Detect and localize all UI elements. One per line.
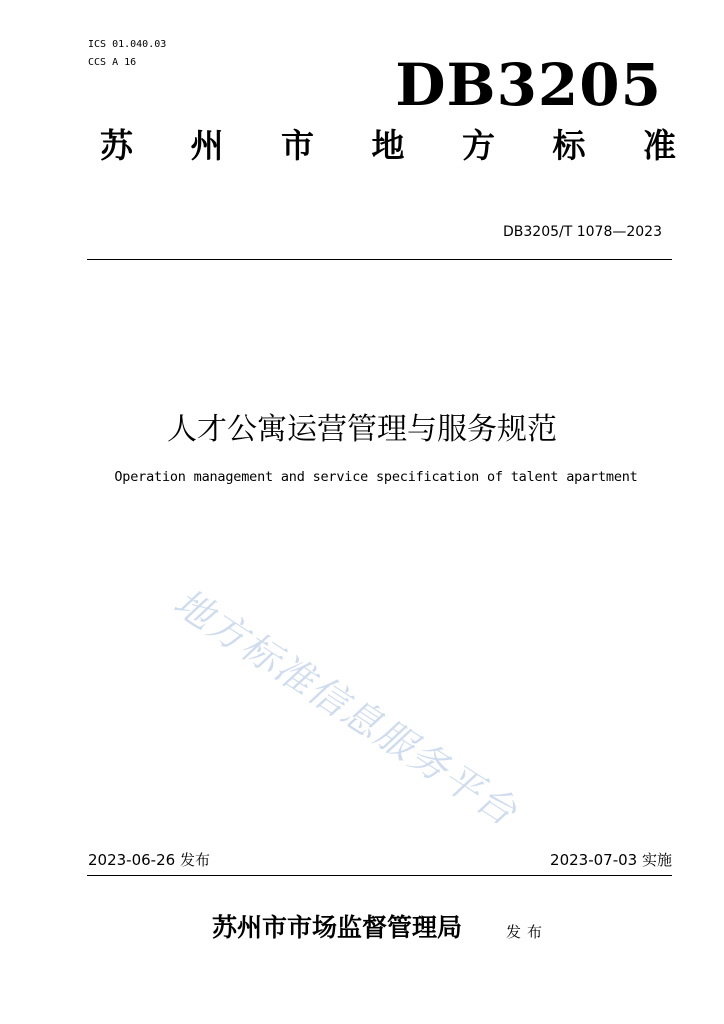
issue-date: 2023-06-26 发布 (88, 851, 210, 869)
standard-type-char: 苏 (100, 126, 133, 165)
issuer-action: 发布 (506, 923, 549, 941)
document-title-cn: 人才公寓运营管理与服务规范 (167, 412, 557, 447)
top-divider (87, 259, 672, 260)
standard-code: DB3205 (395, 51, 662, 119)
ics-code: ICS 01.040.03 (88, 39, 167, 50)
standard-type-char: 方 (462, 126, 495, 165)
standard-type (100, 124, 676, 168)
standard-type-char: 州 (190, 126, 224, 165)
standard-type-char: 标 (552, 126, 586, 165)
document-title-en: Operation management and service specification of talent apartment (114, 469, 638, 485)
issuer-name: 苏州市市场监督管理局 (212, 913, 463, 942)
standard-type-char: 准 (643, 126, 676, 165)
ccs-code: CCS A 16 (88, 57, 137, 68)
standard-type-char: 地 (371, 126, 405, 165)
bottom-divider (87, 875, 672, 876)
standard-type-char: 市 (281, 126, 314, 165)
watermark: 地方标准信息服务平台 (166, 580, 526, 835)
standard-number: DB3205/T 1078—2023 (503, 224, 662, 240)
implementation-date: 2023-07-03 实施 (550, 851, 672, 869)
